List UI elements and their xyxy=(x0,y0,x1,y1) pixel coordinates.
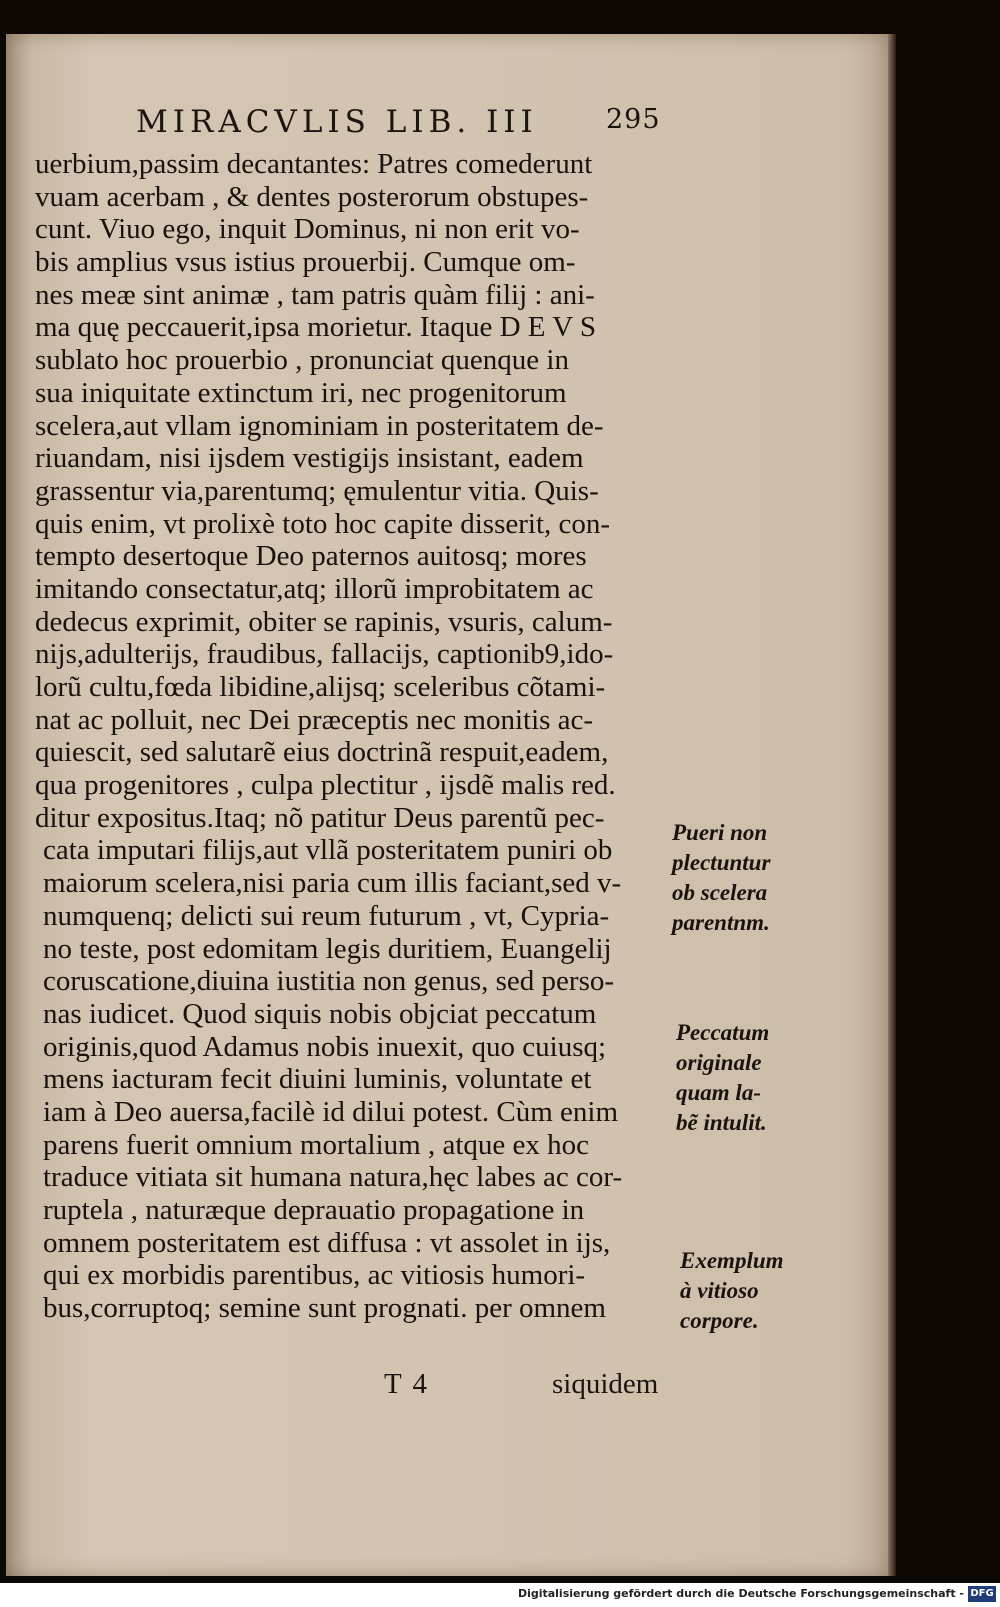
text-line: omnem posteritatem est diffusa : vt assolet in ijs, xyxy=(43,1226,611,1259)
page-edge xyxy=(888,34,896,1576)
margin-note-pueri xyxy=(672,818,770,938)
text-line: maiorum scelera,nisi paria cum illis faciant,sed v- xyxy=(43,867,622,900)
body-text xyxy=(35,148,675,1325)
text-line: traduce vitiata sit humana natura,hęc labes ac cor- xyxy=(43,1161,623,1194)
catchword: siquidem xyxy=(552,1368,659,1400)
text-line: ruptela , naturæque deprauatio propagatione in xyxy=(43,1194,585,1226)
text-line: qui ex morbidis parentibus, ac vitiosis humori- xyxy=(43,1259,586,1292)
text-line: sua iniquitate extinctum iri, nec progenitorum xyxy=(35,376,567,409)
text-line: grassentur via,parentumq; ęmulentur vitia. Quis- xyxy=(35,474,599,507)
page-number: 295 xyxy=(606,104,661,135)
text-line: originis,quod Adamus nobis inuexit, quo cuiusq; xyxy=(43,1030,607,1063)
text-line: cata imputari filijs,aut vllã posteritatem puniri ob xyxy=(43,834,613,867)
dfg-logo: DFG xyxy=(968,1586,996,1602)
margin-note-exemplum xyxy=(680,1246,784,1336)
text-line: mens iacturam fecit diuini luminis, voluntate et xyxy=(43,1063,592,1096)
text-line: dedecus exprimit, obiter se rapinis, vsuris, calum- xyxy=(35,605,613,638)
margin-note-line: ob scelera xyxy=(672,880,768,905)
text-line: vuam acerbam , & dentes posterorum obstupes- xyxy=(35,180,589,213)
text-line: nas iudicet. Quod siquis nobis objciat peccatum xyxy=(43,997,597,1030)
text-line: qua progenitores , culpa plectitur , ijsdẽ malis red. xyxy=(35,769,616,802)
text-line: riuandam, nisi ijsdem vestigijs insistant, eadem xyxy=(35,442,584,475)
text-line: cunt. Viuo ego, inquit Dominus, ni non erit vo- xyxy=(35,213,580,246)
text-line: coruscatione,diuina iustitia non genus, sed perso- xyxy=(43,965,615,998)
text-line: nat ac polluit, nec Dei præceptis nec monitis ac- xyxy=(35,703,594,736)
text-line: nes meæ sint animæ , tam patris quàm filij : ani- xyxy=(35,278,595,311)
text-line: parens fuerit omnium mortalium , atque ex hoc xyxy=(43,1128,590,1161)
text-line: scelera,aut vllam ignominiam in posteritatem de- xyxy=(35,409,604,442)
margin-note-line: quam la- xyxy=(676,1080,761,1105)
text-line: sublato hoc prouerbio , pronunciat quenque in xyxy=(35,344,569,377)
margin-note-line: bẽ intulit. xyxy=(676,1110,767,1135)
text-line: iam à Deo auersa,facilè id dilui potest. Cùm enim xyxy=(43,1095,619,1128)
margin-note-line: Pueri non xyxy=(672,820,768,845)
funding-text: Digitalisierung gefördert durch die Deutsche Forschungsgemeinschaft - xyxy=(517,1587,964,1600)
text-line: uerbium,passim decantantes: Patres comederunt xyxy=(35,148,593,180)
text-line: tempto desertoque Deo paternos auitosq; mores xyxy=(35,540,587,573)
margin-note-line: parentnm. xyxy=(672,910,770,935)
margin-note-line: originale xyxy=(676,1050,762,1075)
text-line: imitando consectatur,atq; illorũ improbitatem ac xyxy=(35,572,594,605)
signature-mark: T 4 xyxy=(384,1368,429,1400)
margin-note-peccatum xyxy=(676,1018,769,1138)
running-title: MIRACVLIS LIB. III xyxy=(136,104,538,140)
text-line: quis enim, vt prolixè toto hoc capite disserit, con- xyxy=(35,507,611,540)
text-line: ma quę peccauerit,ipsa morietur. Itaque D E V S xyxy=(35,311,597,344)
funding-footer xyxy=(0,1583,1000,1607)
text-line: quiescit, sed salutarẽ eius doctrinã respuit,eadem, xyxy=(35,736,609,769)
text-line: bis amplius vsus istius prouerbij. Cumque om- xyxy=(35,246,576,279)
margin-note-line: à vitioso xyxy=(680,1278,759,1303)
text-line: bus,corruptoq; semine sunt prognati. per omnem xyxy=(43,1292,606,1325)
text-line: lorũ cultu,fœda libidine,alijsq; sceleribus cõtami- xyxy=(35,671,606,703)
margin-note-line: Exemplum xyxy=(680,1248,784,1273)
margin-note-line: corpore. xyxy=(680,1308,759,1333)
margin-note-line: plectuntur xyxy=(672,850,771,875)
margin-note-line: Peccatum xyxy=(676,1020,770,1045)
text-line: no teste, post edomitam legis duritiem, Euangelij xyxy=(43,932,612,965)
text-line: nijs,adulterijs, fraudibus, fallacijs, captionib9,ido- xyxy=(35,638,614,671)
text-line: numquenq; delicti sui reum futurum , vt, Cypria- xyxy=(43,899,610,932)
text-line: ditur expositus.Itaq; nõ patitur Deus parentũ pec- xyxy=(35,801,605,834)
